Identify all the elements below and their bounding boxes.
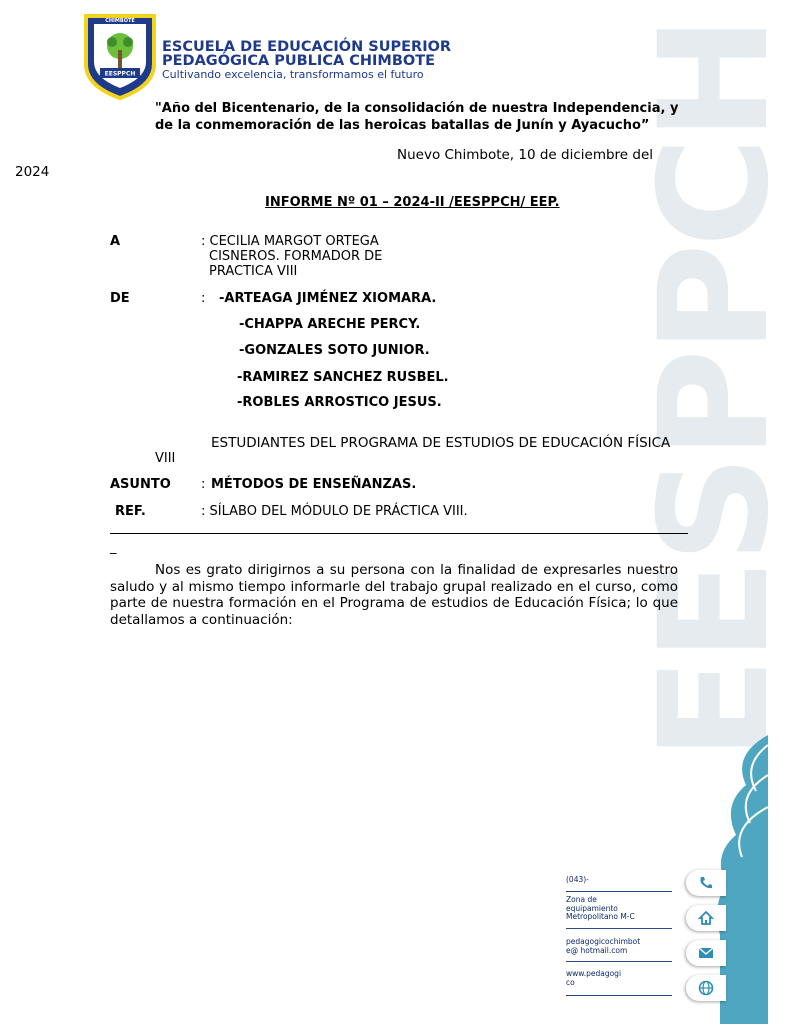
home-icon[interactable] bbox=[686, 905, 726, 931]
year-quote bbox=[155, 100, 685, 134]
to-label: A bbox=[110, 234, 121, 249]
contact-email-line1: pedagogicochimbot bbox=[566, 937, 641, 946]
globe-icon[interactable] bbox=[686, 975, 726, 1001]
from-name: -ROBLES ARROSTICO JESUS. bbox=[237, 395, 442, 410]
watermark-eesppch: EESPPCH bbox=[628, 19, 802, 760]
body-paragraph: Nos es grato dirigirnos a su persona con la finalidad de expresarles nuestro saludo y al mismo tiempo informarle del trabajo grupal realizado en el curso, como parte de nuestra formación en el Programa de estudios de Educación Física; lo que detallamos a continuación: bbox=[110, 562, 678, 628]
school-motto: Cultivando excelencia, transformamos el futuro bbox=[162, 68, 424, 81]
school-name-line2: PEDAGÓGICA PUBLICA CHIMBOTE bbox=[162, 53, 436, 69]
mail-icon[interactable] bbox=[686, 940, 726, 966]
date-year: 2024 bbox=[15, 164, 50, 180]
subject-colon: : bbox=[201, 477, 206, 492]
from-name: -ARTEAGA JIMÉNEZ XIOMARA. bbox=[219, 291, 437, 306]
city-date: Nuevo Chimbote, 10 de diciembre del bbox=[397, 147, 654, 163]
from-colon: : bbox=[201, 291, 206, 306]
from-name: -RAMIREZ SANCHEZ RUSBEL. bbox=[237, 370, 449, 385]
subject-value: MÉTODOS DE ENSEÑANZAS. bbox=[211, 477, 417, 492]
separator-dash: _ bbox=[110, 540, 117, 555]
school-name-line1: ESCUELA DE EDUCACIÓN SUPERIOR bbox=[162, 39, 452, 55]
contact-divider bbox=[566, 891, 672, 892]
year-quote-line1: "Año del Bicentenario, de la consolidación de nuestra Independencia, y bbox=[155, 101, 679, 116]
svg-text:EESPPCH: EESPPCH bbox=[104, 70, 136, 78]
program-line1: ESTUDIANTES DEL PROGRAMA DE ESTUDIOS DE EDUCACIÓN FÍSICA bbox=[211, 435, 671, 451]
ref-value: : SÍLABO DEL MÓDULO DE PRÁCTICA VIII. bbox=[201, 504, 468, 519]
contact-email bbox=[566, 938, 674, 955]
contact-web-line1: www.pedagogi bbox=[566, 969, 622, 978]
year-quote-line2: de la conmemoración de las heroicas batallas de Junín y Ayacucho” bbox=[155, 118, 650, 133]
subject-label: ASUNTO bbox=[110, 477, 171, 492]
to-recipient-line1: : CECILIA MARGOT ORTEGA bbox=[201, 234, 379, 249]
contact-divider bbox=[566, 928, 672, 929]
from-label: DE bbox=[110, 291, 130, 306]
contact-phone: (043)- bbox=[566, 875, 589, 884]
contact-web-line2: co bbox=[566, 977, 575, 987]
school-name bbox=[162, 40, 451, 68]
ref-label: REF. bbox=[115, 504, 146, 519]
contact-address-line1: Zona de bbox=[566, 895, 597, 904]
school-logo bbox=[82, 12, 158, 100]
from-name: -GONZALES SOTO JUNIOR. bbox=[239, 343, 430, 358]
to-recipient-line3: PRACTICA VIII bbox=[209, 264, 298, 279]
contact-web bbox=[566, 970, 674, 987]
separator-line bbox=[110, 533, 688, 534]
contact-address-line2: equipamiento bbox=[566, 903, 618, 913]
contact-address bbox=[566, 896, 674, 922]
contact-divider bbox=[566, 995, 672, 996]
from-name: -CHAPPA ARECHE PERCY. bbox=[239, 317, 421, 332]
program-line2: VIII bbox=[155, 451, 176, 466]
phone-icon[interactable] bbox=[686, 870, 726, 896]
to-recipient-line2: CISNEROS. FORMADOR DE bbox=[209, 249, 383, 264]
contact-address-line3: Metropolitano M-C bbox=[566, 912, 635, 921]
contact-divider bbox=[566, 961, 672, 962]
report-title: INFORME Nº 01 – 2024-II /EESPPCH/ EEP. bbox=[265, 195, 560, 210]
svg-text:CHIMBOTE: CHIMBOTE bbox=[105, 18, 135, 24]
contact-email-line2: e@ hotmail.com bbox=[566, 945, 628, 955]
